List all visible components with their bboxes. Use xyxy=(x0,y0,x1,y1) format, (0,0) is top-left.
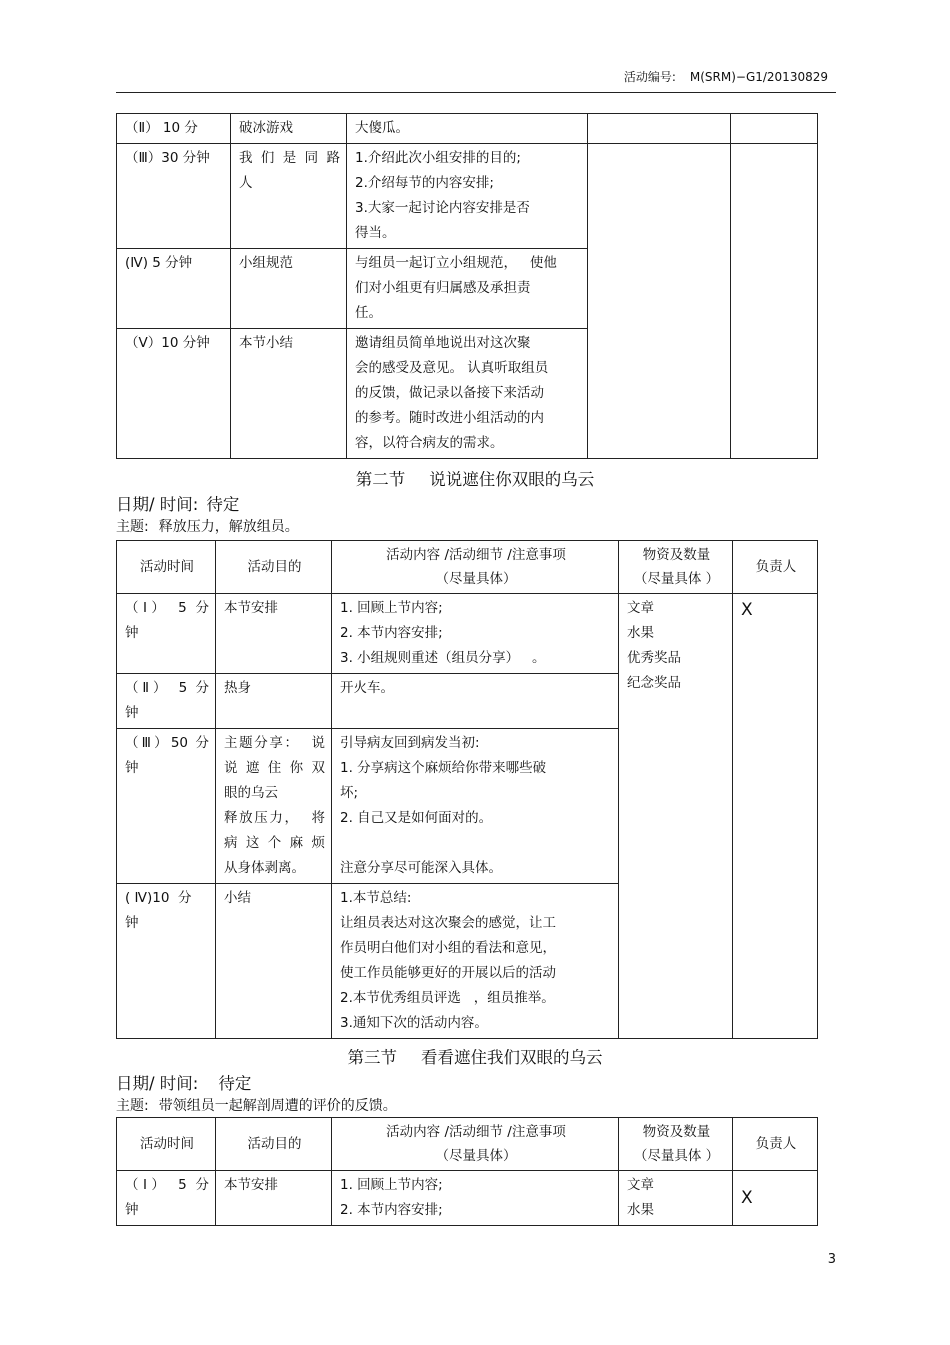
material-item: 文章 xyxy=(627,1177,654,1193)
header-person: 负责人 xyxy=(733,541,818,594)
theme-label: 主题: xyxy=(116,1098,149,1114)
time-cell: （Ⅱ） 10 分 xyxy=(117,114,231,144)
time-cell: （Ⅲ）30 分钟 xyxy=(117,144,231,249)
activity-code-value: M(SRM)−G1/20130829 xyxy=(689,70,828,84)
header-divider xyxy=(116,92,836,93)
material-item: 文章 xyxy=(627,600,654,616)
table-row xyxy=(117,114,818,144)
header-goal: 活动目的 xyxy=(216,541,332,594)
person-cell xyxy=(731,114,818,144)
goal-cell: 热身 xyxy=(216,674,332,729)
person-cell xyxy=(731,144,818,459)
session1-table xyxy=(116,113,818,459)
content-cell: 与组员一起订立小组规范， 使他 们对小组更有归属感及承担责 任。 xyxy=(347,249,588,329)
person-cell xyxy=(733,1171,818,1226)
goal-cell: 主题分享： 说 说 遮 住 你 双 眼的乌云 释放压力， 将 病 这 个 麻 烦 从身体剥离。 xyxy=(216,729,332,884)
table-row xyxy=(117,594,818,674)
date-label: 日期/ 时间: xyxy=(116,495,199,514)
section3-date xyxy=(116,1070,251,1094)
table-header-row xyxy=(117,1118,818,1171)
section3-theme xyxy=(116,1095,397,1115)
header-materials: 物资及数量 （尽量具体 ） xyxy=(619,541,733,594)
section2-name: 说说遮住你双眼的乌云 xyxy=(429,470,595,489)
time-cell: （Ⅴ）10 分钟 xyxy=(117,329,231,459)
content-cell: 1.介绍此次小组安排的目的; 2.介绍每节的内容安排; 3.大家一起讨论内容安排是否 得当。 xyxy=(347,144,588,249)
header-person: 负责人 xyxy=(733,1118,818,1171)
time-cell: （Ⅰ） 5 分 钟 xyxy=(117,594,216,674)
section2-title xyxy=(0,466,950,490)
content-cell: 1.本节总结: 让组员表达对这次聚会的感觉，让工 作员明白他们对小组的看法和意见， 使工作员能够更好的开展以后的活动 2.本节优秀组员评选 ，组员推举。 3.通知下次的活动内容。 xyxy=(332,884,619,1039)
time-cell: （Ⅲ）50 分 钟 xyxy=(117,729,216,884)
materials-cell xyxy=(588,144,731,459)
materials-cell xyxy=(619,1171,733,1226)
header-time: 活动时间 xyxy=(117,541,216,594)
material-item: 水果 xyxy=(627,1202,654,1218)
date-value: 待定 xyxy=(218,1074,252,1093)
materials-cell xyxy=(619,594,733,1039)
goal-cell: 破冰游戏 xyxy=(231,114,347,144)
content-cell: 1. 回顾上节内容; 2. 本节内容安排; 3. 小组规则重述（组员分享） 。 xyxy=(332,594,619,674)
theme-value: 释放压力，解放组员。 xyxy=(158,519,299,535)
section2-number: 第二节 xyxy=(355,470,406,489)
date-value: 待定 xyxy=(206,495,240,514)
header-content: 活动内容 /活动细节 /注意事项 （尽量具体） xyxy=(332,1118,619,1171)
content-cell: 邀请组员简单地说出对这次聚 会的感受及意见。 认真听取组员 的反馈，做记录以备接下来活动 的参考。随时改进小组活动的内 容，以符合病友的需求。 xyxy=(347,329,588,459)
person-cell xyxy=(733,594,818,1039)
time-cell: (Ⅳ) 5 分钟 xyxy=(117,249,231,329)
material-item: 纪念奖品 xyxy=(627,675,681,691)
activity-code-header xyxy=(610,68,828,85)
header-goal: 活动目的 xyxy=(216,1118,332,1171)
time-cell: （Ⅰ） 5 分 钟 xyxy=(117,1171,216,1226)
content-cell: 引导病友回到病发当初: 1. 分享病这个麻烦给你带来哪些破 坏; 2. 自己又是如何面对的。 注意分享尽可能深入具体。 xyxy=(332,729,619,884)
page-number: 3 xyxy=(827,1252,836,1267)
material-item: 水果 xyxy=(627,625,654,641)
session2-table xyxy=(116,540,818,1039)
section2-date xyxy=(116,491,239,515)
blank-line xyxy=(340,831,612,856)
content-cell: 大傻瓜。 xyxy=(347,114,588,144)
goal-cell: 小结 xyxy=(216,884,332,1039)
table-header-row xyxy=(117,541,818,594)
content-cell: 1. 回顾上节内容; 2. 本节内容安排; xyxy=(332,1171,619,1226)
time-cell: （Ⅱ） 5 分 钟 xyxy=(117,674,216,729)
section3-number: 第三节 xyxy=(347,1048,397,1067)
goal-cell: 小组规范 xyxy=(231,249,347,329)
theme-value: 带领组员一起解剖周遭的评价的反馈。 xyxy=(158,1098,397,1114)
section3-title xyxy=(0,1044,950,1068)
material-item: 优秀奖品 xyxy=(627,650,681,666)
goal-cell: 本节小结 xyxy=(231,329,347,459)
goal-cell: 本节安排 xyxy=(216,594,332,674)
session3-table xyxy=(116,1117,818,1226)
section3-name: 看看遮住我们双眼的乌云 xyxy=(421,1048,603,1067)
table-row xyxy=(117,144,818,249)
person-value: X xyxy=(741,600,753,620)
header-materials: 物资及数量 （尽量具体 ） xyxy=(619,1118,733,1171)
person-value: X xyxy=(741,1187,753,1208)
header-content: 活动内容 /活动细节 /注意事项 （尽量具体） xyxy=(332,541,619,594)
content-cell: 开火车。 xyxy=(332,674,619,729)
table-row xyxy=(117,1171,818,1226)
time-cell: ( Ⅳ)10 分 钟 xyxy=(117,884,216,1039)
materials-cell xyxy=(588,114,731,144)
date-label: 日期/ 时间: xyxy=(116,1074,199,1093)
theme-label: 主题: xyxy=(116,519,149,535)
goal-cell: 我 们 是 同 路 人 xyxy=(231,144,347,249)
activity-code-label: 活动编号: xyxy=(623,70,676,84)
goal-cell: 本节安排 xyxy=(216,1171,332,1226)
section2-theme xyxy=(116,516,299,536)
header-time: 活动时间 xyxy=(117,1118,216,1171)
